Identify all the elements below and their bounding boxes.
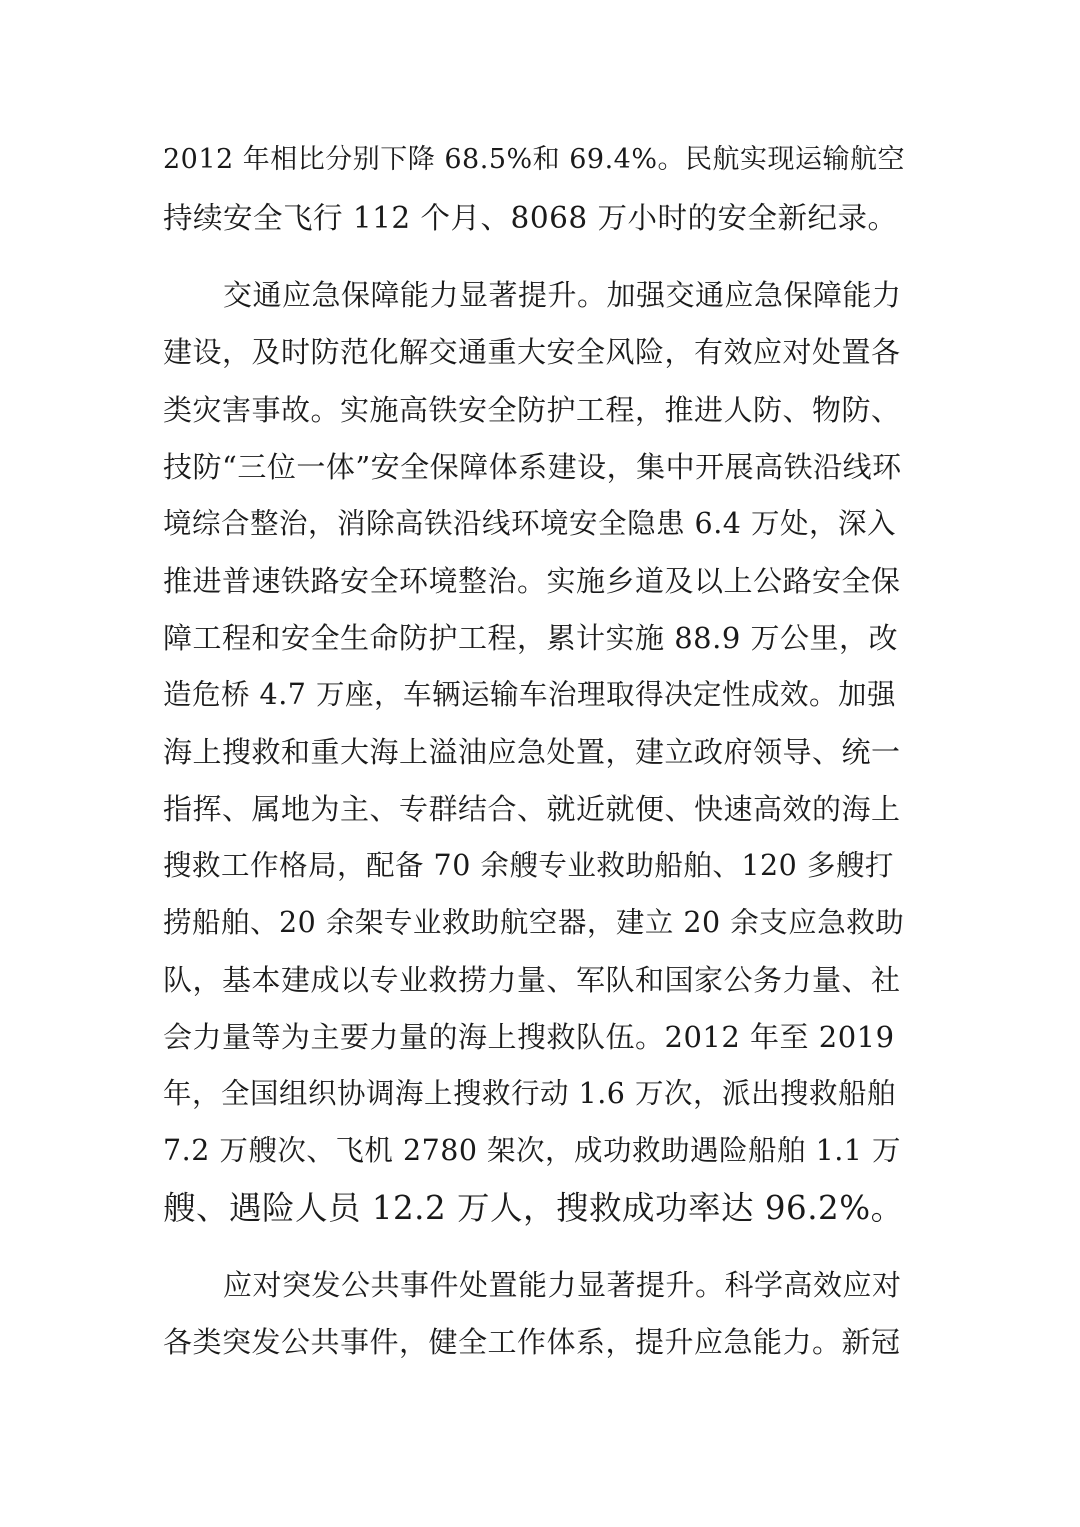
- text-line: 海上搜救和重大海上溢油应急处置，建立政府领导、统一: [163, 735, 901, 769]
- text-line: 造危桥 4.7 万座，车辆运输车治理取得决定性成效。加强: [163, 678, 896, 711]
- text-line: 7.2 万艘次、飞机 2780 架次，成功救助遇险船舶 1.1 万: [163, 1134, 901, 1167]
- text-line: 队，基本建成以专业救捞力量、军队和国家公务力量、社: [163, 963, 901, 997]
- text-line: 搜救工作格局，配备 70 余艘专业救助船舶、120 多艘打: [163, 849, 894, 882]
- text-line: 艘、遇险人员 12.2 万人，搜救成功率达 96.2%。: [163, 1189, 904, 1227]
- text-line: 2012 年相比分别下降 68.5%和 69.4%。民航实现运输航空: [163, 144, 906, 175]
- text-line: 指挥、属地为主、专群结合、就近就便、快速高效的海上: [163, 792, 901, 826]
- text-line: 持续安全飞行 112 个月、8068 万小时的安全新纪录。: [163, 201, 898, 235]
- text-line: 会力量等为主要力量的海上搜救队伍。2012 年至 2019: [163, 1020, 895, 1054]
- text-line: 各类突发公共事件，健全工作体系，提升应急能力。新冠: [163, 1325, 901, 1359]
- text-line: 应对突发公共事件处置能力显著提升。科学高效应对: [223, 1268, 902, 1302]
- text-line: 类灾害事故。实施高铁安全防护工程，推进人防、物防、: [163, 393, 901, 427]
- text-line: 障工程和安全生命防护工程，累计实施 88.9 万公里，改: [163, 621, 899, 655]
- text-line: 年，全国组织协调海上搜救行动 1.6 万次，派出搜救船舶: [163, 1077, 896, 1110]
- text-line: 技防“三位一体”安全保障体系建设，集中开展高铁沿线环: [163, 450, 902, 484]
- text-line: 建设，及时防范化解交通重大安全风险，有效应对处置各: [163, 335, 901, 369]
- text-line: 捞船舶、20 余架专业救助航空器，建立 20 余支应急救助: [163, 906, 905, 939]
- text-line: 境综合整治，消除高铁沿线环境安全隐患 6.4 万处，深入: [163, 507, 896, 540]
- text-line: 推进普速铁路安全环境整治。实施乡道及以上公路安全保: [163, 564, 901, 598]
- text-line: 交通应急保障能力显著提升。加强交通应急保障能力: [223, 278, 902, 312]
